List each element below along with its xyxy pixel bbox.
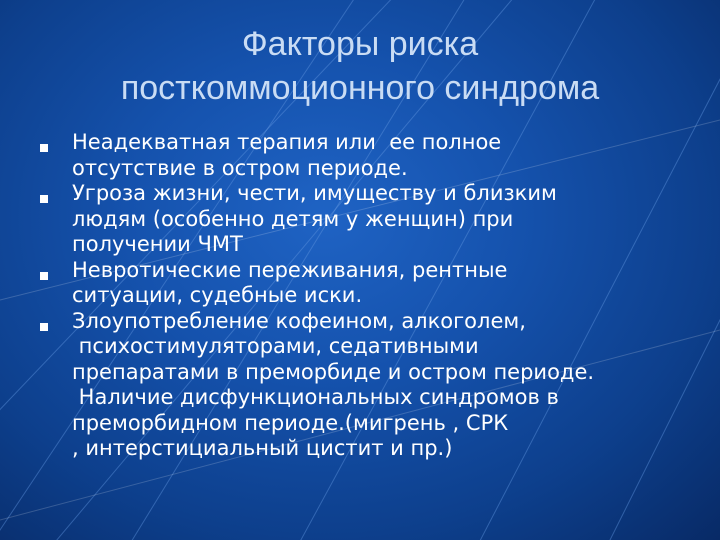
bullet-item — [0, 258, 720, 309]
bullet-text-line: препаратами в преморбиде и остром периоде. — [72, 359, 595, 384]
bullet-text-line: , интерстициальный цистит и пр.) — [72, 436, 453, 460]
bullet-text-line: людям (особенно детям у женщин) при — [72, 206, 514, 231]
bullet-text-line: преморбидном периоде.(мигрень , СРК — [72, 410, 509, 435]
bullet-text-line: отсутствие в остром периоде. — [72, 155, 408, 180]
slide-title — [40, 22, 680, 110]
square-bullet-icon — [40, 144, 48, 152]
bullet-item — [0, 181, 720, 258]
square-bullet-icon — [40, 272, 48, 280]
title-line: посткоммоционного синдрома — [120, 69, 600, 107]
title-line: Факторы риска — [241, 25, 479, 63]
bullet-text-line: получении ЧМТ — [72, 232, 243, 256]
bullet-item — [0, 130, 720, 181]
square-bullet-icon — [40, 323, 48, 331]
bullet-item — [0, 309, 720, 462]
bullet-text-line: психостимуляторами, седативными — [72, 334, 479, 358]
bullet-text-line: Злоупотребление кофеином, алкоголем, — [72, 308, 526, 333]
square-bullet-icon — [40, 195, 48, 203]
bullet-list — [0, 130, 720, 462]
bullet-text-line: Невротические переживания, рентные — [72, 257, 508, 282]
bullet-text-line: Наличие дисфункциональных синдромов в — [72, 385, 559, 409]
bullet-text-line: Неадекватная терапия или ее полное — [72, 130, 502, 154]
bullet-text-line: Угроза жизни, чести, имуществу и близким — [72, 181, 557, 205]
bullet-text-line: ситуации, судебные иски. — [72, 283, 363, 307]
